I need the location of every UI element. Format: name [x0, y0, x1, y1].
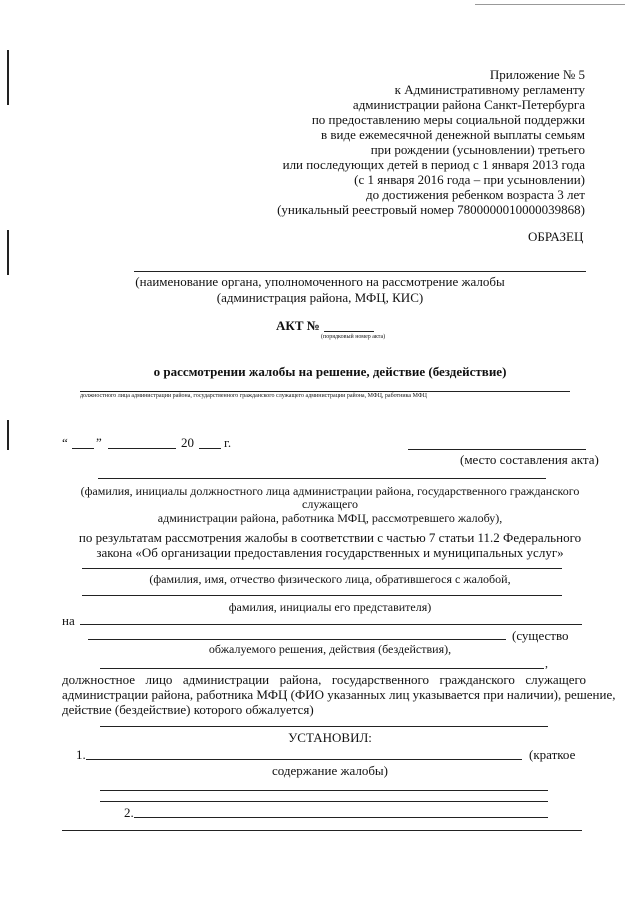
scan-mark — [475, 4, 625, 5]
reviewer-hint-line3: администрации района, работника МФЦ, рассмотревшего жалобу), — [157, 511, 503, 525]
content-hint: содержание жалобы) — [272, 763, 388, 778]
date-year-suffix: г. — [224, 435, 232, 450]
reviewer-hint-line2: служащего — [302, 497, 358, 511]
official-line3: действие (бездействие) которого обжалуется) — [62, 702, 314, 717]
item1-number: 1. — [76, 747, 86, 762]
appendix-block — [205, 67, 585, 217]
on-fill-line — [80, 624, 582, 625]
essence-label: (существо — [512, 628, 569, 643]
brief-label: (краткое — [529, 747, 576, 762]
date-day-line — [72, 448, 94, 449]
official-fill-line2 — [100, 726, 548, 727]
item2-number: 2. — [124, 805, 134, 820]
item1-fill-line2 — [100, 790, 548, 791]
appendix-line: администрации района Санкт-Петербурга — [352, 97, 585, 112]
appendix-line: Приложение № 5 — [489, 67, 585, 82]
on-label: на — [62, 613, 75, 628]
official-line2: администрации района, работника МФЦ (ФИО указанных лиц указывается при наличии), решение, — [62, 687, 616, 702]
result-line2: закона «Об организации предоставления государственных и муниципальных услуг» — [96, 545, 564, 560]
established-title: УСТАНОВИЛ: — [288, 730, 372, 745]
organ-fill-line — [134, 271, 586, 272]
appendix-line: или последующих детей в период с 1 января 2013 года — [282, 157, 585, 172]
organ-hint-line2: (администрация района, МФЦ, КИС) — [216, 290, 424, 305]
decision-fill-line2 — [100, 668, 544, 669]
representative-fill-line — [82, 595, 562, 596]
date-close-quote: ” — [96, 435, 102, 450]
appendix-line: до достижения ребенком возраста 3 лет — [365, 187, 585, 202]
act-label: АКТ № — [276, 318, 320, 333]
scan-mark — [7, 420, 9, 450]
reviewer-fill-line — [98, 478, 546, 479]
scan-mark — [7, 230, 9, 275]
date-year-line — [199, 448, 221, 449]
applicant-fill-line — [82, 568, 562, 569]
official-hint: должностного лица администрации района, государственного гражданского служащего администрации района, МФЦ, работника МФЦ — [80, 393, 427, 399]
appendix-line: при рождении (усыновлении) третьего — [370, 142, 585, 157]
appendix-line: (уникальный реестровый номер 7800000010000039868) — [277, 202, 585, 217]
scan-mark — [7, 50, 9, 105]
date-year-prefix: 20 — [181, 435, 194, 450]
item1-fill-line3 — [100, 801, 548, 802]
organ-hint-line1: (наименование органа, уполномоченного на рассмотрение жалобы — [135, 274, 505, 289]
official-line1: должностное лицо администрации района, государственного гражданского служащего — [62, 672, 586, 687]
appendix-line: по предоставлению меры социальной поддержки — [311, 112, 585, 127]
appendix-line: к Административному регламенту — [394, 82, 585, 97]
official-fill-line — [80, 391, 570, 392]
applicant-hint-line2: фамилия, инициалы его представителя) — [228, 600, 432, 614]
appendix-line: в виде ежемесячной денежной выплаты семьям — [321, 127, 585, 142]
result-line1: по результатам рассмотрения жалобы в соответствии с частью 7 статьи 11.2 Федерального — [78, 530, 582, 545]
date-month-line — [108, 448, 176, 449]
decision-comma: , — [545, 656, 548, 670]
place-fill-line — [408, 449, 586, 450]
act-subject: о рассмотрении жалобы на решение, действие (бездействие) — [153, 364, 507, 379]
date-open-quote: “ — [62, 435, 68, 450]
item1-fill-line — [86, 759, 522, 760]
act-number-line — [324, 331, 374, 332]
decision-fill-line — [88, 639, 506, 640]
appendix-line: (с 1 января 2016 года – при усыновлении) — [354, 172, 585, 187]
act-number-hint: (порядковый номер акта) — [321, 334, 386, 340]
reviewer-hint-line1: (фамилия, инициалы должностного лица администрации района, государственного гражданского — [80, 484, 580, 498]
item2-fill-line2 — [62, 830, 582, 831]
applicant-hint-line1: (фамилия, имя, отчество физического лица, обратившегося с жалобой, — [149, 572, 511, 586]
sample-label: ОБРАЗЕЦ — [528, 229, 584, 244]
decision-hint: обжалуемого решения, действия (бездействия), — [208, 642, 452, 656]
item2-fill-line — [134, 817, 548, 818]
place-hint: (место составления акта) — [460, 452, 599, 467]
